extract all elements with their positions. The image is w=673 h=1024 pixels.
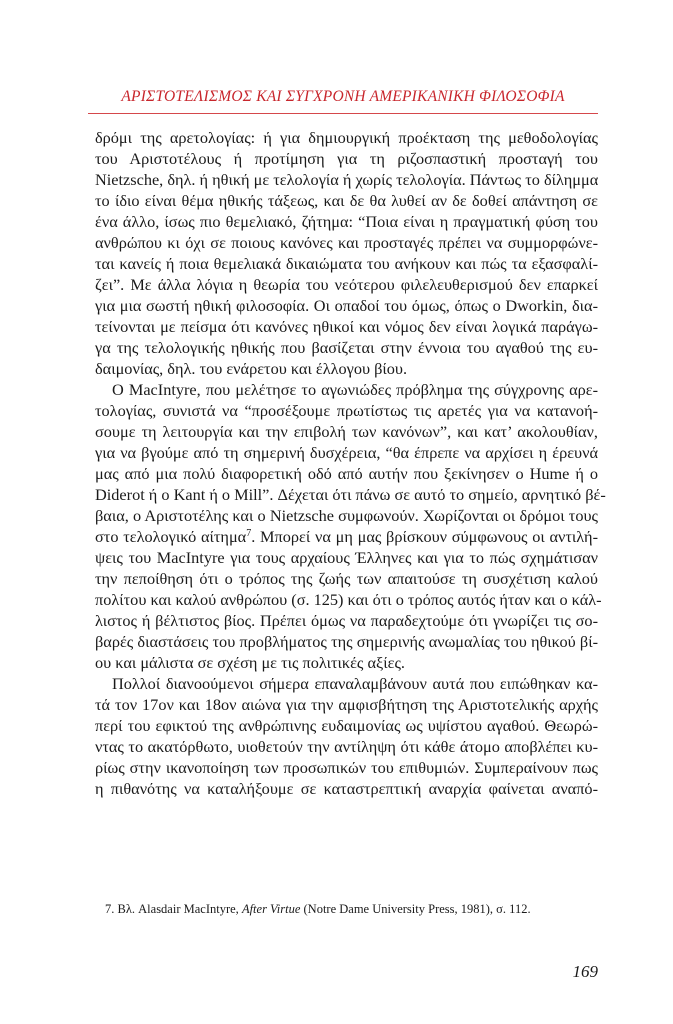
- text-line: δρόμι της αρετολογίας: ή για δημιουργική προέκταση της μεθοδολογίας: [95, 128, 598, 147]
- text-line: τολογίας, συνιστά να “προσέξουμε πρωτίστως τις αρετές για να κατανοή-: [95, 401, 598, 420]
- text-line: λιστος ή βέλτιστος βίος. Πρέπει όμως να παραδεχτούμε ότι γνωρίζει τις σο-: [95, 611, 598, 630]
- text-line: ται κανείς ή ποια θεμελιακά δικαιώματα του ανήκουν και πώς τα εξασφαλί-: [95, 254, 598, 273]
- text-line: Πολλοί διανοούμενοι σήμερα επαναλαμβάνουν αυτά που ειπώθηκαν κα-: [112, 674, 598, 693]
- header-rule: [88, 113, 598, 114]
- text-line: ρίως στην ικανοποίηση των προσωπικών του επιθυμιών. Συμπεραίνουν πως: [95, 758, 598, 777]
- text-line: περί του εφικτού της ανθρώπινης ευδαιμονίας ως υψίστου αγαθού. Θεωρώ-: [95, 716, 598, 735]
- footnote-rest: (Notre Dame University Press, 1981), σ. 112.: [300, 902, 531, 916]
- line-text: στο τελολογικό αίτημα: [95, 527, 247, 546]
- text-line: ου και μάλιστα σε σχέση με τις πολιτικές αξίες.: [95, 653, 405, 672]
- text-line: η πιθανότης να καταλήξουμε σε καταστρεπτική αναρχία φαίνεται αναπό-: [95, 779, 598, 798]
- text-line: για να βγούμε από τη σημερινή δυσχέρεια, “θα έπρεπε να αρχίσει η έρευνά: [95, 443, 598, 462]
- footnote: [105, 902, 531, 917]
- text-line: βαια, ο Αριστοτέλης και ο Nietzsche συμφωνούν. Χωρίζονται οι δρόμοι τους: [95, 506, 598, 525]
- line-text: . Μπορεί να μη μας βρίσκουν σύμφωνους οι αντιλή-: [251, 527, 598, 546]
- text-line: ψεις του MacIntyre για τους αρχαίους Έλληνες και για το πώς σχημάτισαν: [95, 548, 598, 567]
- body-text: [95, 127, 606, 799]
- text-line: πολίτου και καλού ανθρώπου (σ. 125) και ότι ο τρόπος αυτός ήταν και ο κάλ-: [95, 590, 602, 609]
- text-line: το ίδιο είναι θέμα ηθικής τάξεως, και δε θα λυθεί αν δε δοθεί απάντηση σε: [95, 191, 598, 210]
- text-line: την πεποίθηση ότι ο τρόπος της ζωής των απαιτούσε τη συσχέτιση καλού: [95, 569, 598, 588]
- text-line: τά τον 17ον και 18ον αιώνα για την αμφισβήτηση της Αριστοτελικής αρχής: [95, 695, 598, 714]
- text-line: [95, 526, 598, 547]
- text-line: του Αριστοτέλους ή προτίμηση για τη ριζοσπαστική προσταγή του: [95, 149, 598, 168]
- page-number: 169: [572, 962, 598, 981]
- footnote-prefix: 7. Βλ. Alasdair MacIntyre,: [105, 902, 242, 916]
- text-line: Ο MacIntyre, που μελέτησε το αγωνιώδες πρόβλημα της σύγχρονης αρε-: [112, 380, 598, 399]
- text-line: γα της τελολογικής ηθικής που βασίζεται στην έννοια του αγαθού της ευ-: [95, 338, 598, 357]
- text-line: τείνονται με πείσμα ότι κανόνες ηθικοί και νόμος δεν είναι λογικά παράγω-: [95, 317, 598, 336]
- footnote-title: After Virtue: [241, 902, 301, 916]
- text-line: βαρές διαστάσεις του προβλήματος της σημερινής ανωμαλίας του ηθικού βί-: [95, 632, 598, 651]
- text-line: σουμε τη λειτουργία και την επιβολή των κανόνων”, και κατ’ ακολουθίαν,: [95, 422, 598, 441]
- text-line: Nietzsche, δηλ. ή ηθική με τελολογία ή χωρίς τελολογία. Πάντως το δίλημμα: [95, 170, 599, 189]
- text-line: δαιμονίας, δηλ. του ενάρετου και έλλογου βίου.: [95, 359, 408, 378]
- footnote-marker: 7: [246, 528, 252, 539]
- text-line: Diderot ή ο Kant ή ο Mill”. Δέχεται ότι πάνω σε αυτό το σημείο, αρνητικό βέ-: [95, 485, 606, 504]
- text-line: ένα άλλο, ίσως πιο θεμελιακό, ζήτημα: “Ποια είναι η πραγματική φύση του: [95, 212, 598, 231]
- text-line: ανθρώπου κι όχι σε ποιους κανόνες και προσταγές πρέπει να συμμορφώνε-: [95, 233, 598, 252]
- text-line: ζει”. Με άλλα λόγια η θεωρία του νεότερου φιλελευθερισμού δεν επαρκεί: [95, 275, 598, 294]
- running-header: ΑΡΙΣΤΟΤΕΛΙΣΜΟΣ ΚΑΙ ΣΥΓΧΡΟΝΗ ΑΜΕΡΙΚΑΝΙΚΗ ΦΙΛΟΣΟΦΙΑ: [121, 88, 565, 105]
- text-line: ντας το ακατόρθωτο, υιοθετούν την αντίληψη ότι κάθε άτομο αποβλέπει κυ-: [95, 737, 598, 756]
- text-line: για μια σωστή ηθική φιλοσοφία. Οι οπαδοί του όμως, όπως ο Dworkin, δια-: [95, 296, 598, 315]
- text-line: μας από μια πολύ διαφορετική οδό από αυτήν που ξεκίνησεν ο Hume ή ο: [95, 464, 598, 483]
